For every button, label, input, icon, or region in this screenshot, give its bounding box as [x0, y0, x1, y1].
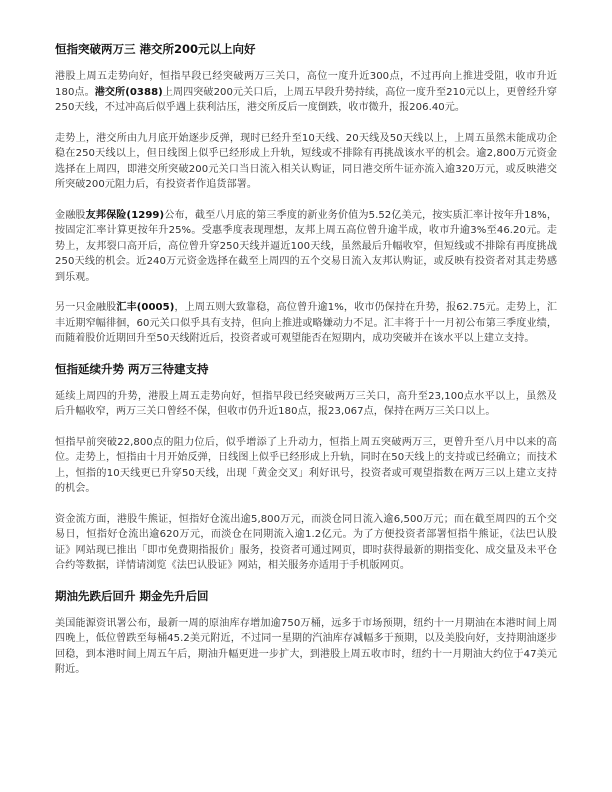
- text-run: 港股上周五走势向好，恒指早段已经突破两万三关口，高位一度升近300点，不过再向上推进受阻，收市升近180点。: [55, 71, 557, 98]
- stock-name-hsbc: 汇丰(0005): [116, 302, 175, 313]
- section-heading: 期油先跌后回升 期金先升后回: [55, 588, 209, 603]
- text-run: 走势上，港交所由九月底开始逐步反弹，现时已经升至10天线、20天线及50天线以上，上周五虽然未能成功企稳在250天线以上，但日线图上似乎已经形成上升轨，短线或不排除有再挑战该水平的机会。逾2,800万元资金选择在上周四，即港交所突破200元关口当日流入相关认购证，同日港交所牛证亦流入逾320万元，或反映港交所突破200元阻力后，有投资者作追货部署。: [55, 132, 557, 190]
- paragraph: [55, 208, 557, 286]
- paragraph: [55, 389, 557, 420]
- stock-name-hkex: 港交所(0388): [94, 86, 163, 98]
- section-heading: 恒指突破两万三 港交所200元以上向好: [55, 42, 256, 56]
- text-run: 金融股: [55, 209, 86, 221]
- section-hsi-hkex: [55, 42, 557, 347]
- paragraph: [55, 616, 557, 678]
- text-run: 另一只金融股: [55, 302, 117, 313]
- paragraph: [55, 69, 557, 116]
- section-heading: 恒指延续升势 两万三待建支持: [55, 361, 209, 376]
- text-run: 美国能源资讯署公布，最新一周的原油库存增加逾750万桶，远多于市场预期，纽约十一月期油在本港时间上周四晚上，低位曾跌至每桶45.2美元附近，不过同一星期的汽油库存减幅多于预期，以及美股向好，支持期油逐步回稳，到本港时间上周五午后，期油升幅更进一步扩大，到港股上周五收市时，纽约十一月期油大约位于47美元附近。: [55, 617, 557, 675]
- text-run: 公布，截至八月底的第三季度的新业务价值为5.52亿美元，按实质汇率计按年升18%，按固定汇率计算更按年升25%。受惠季度表现理想，友邦上周五高位曾升逾半成，收市升逾3%至46.20元。走势上，友邦裂口高开后，高位曾升穿250天线并逼近100天线，虽然最后升幅收窄，但短线或不排除有再度挑战250天线的机会。近240万元资金选择在截至上周四的五个交易日流入友邦认购证，或反映有投资者对其走势感到乐观。: [55, 209, 557, 283]
- stock-name-aia: 友邦保险(1299): [85, 209, 165, 221]
- paragraph: [55, 435, 557, 497]
- section-oil-gold: [55, 589, 557, 678]
- section-hsi-support: [55, 362, 557, 574]
- paragraph: [55, 300, 557, 347]
- text-run: 延续上周四的升势，港股上周五走势向好，恒指早段已经突破两万三关口，高升至23,100点水平以上，虽然及后升幅收窄，两万三关口曾经不保，但收市仍升近180点，报23,067点，保持在两万三关口以上。: [55, 390, 557, 417]
- text-run: ，上周五则大致靠稳，高位曾升逾1%，收市仍保持在升势，报62.75元。走势上，汇丰近期窄幅徘徊，60元关口似乎具有支持，但向上推进或略嫌动力不足。汇丰将于十一月初公布第三季度业绩，而随着股价近期回升至50天线附近后，投资者或可观望能否在短期内，成功突破并在该水平以上建立支持。: [55, 302, 557, 344]
- text-run: 上周四突破200元关口后，上周五早段升势持续，高位一度升至210元以上，更曾经升穿250天线，不过冲高后似乎遇上获利沽压，港交所反后一度倒跌，收市微升，报206.40元。: [55, 86, 557, 113]
- paragraph: [55, 512, 557, 574]
- text-run: 资金流方面，港股牛熊证，恒指好仓流出逾5,800万元，而淡仓同日流入逾6,500万元；而在截至周四的五个交易日，恒指好仓流出逾620万元，而淡仓在同期流入逾1.2亿元。为了方便投资者部署恒指牛熊证，《法巴认股证》网站现已推出「即市免费期指报价」服务，投资者可通过网页，即时获得最新的期指变化、成交量及未平仓合约等数据，详情请浏览《法巴认股证》网站，相关服务亦适用于手机版网页。: [55, 513, 557, 571]
- paragraph: [55, 131, 557, 193]
- text-run: 恒指早前突破22,800点的阻力位后，似乎增添了上升动力，恒指上周五突破两万三，更曾升至八月中以来的高位。走势上，恒指由十月开始反弹，日线图上似乎已经形成上升轨，同时在50天线上的支持或已经确立；而技术上，恒指的10天线更已升穿50天线，出现「黄金交叉」利好讯号，投资者或可观望指数在两万三以上建立支持的机会。: [55, 436, 557, 494]
